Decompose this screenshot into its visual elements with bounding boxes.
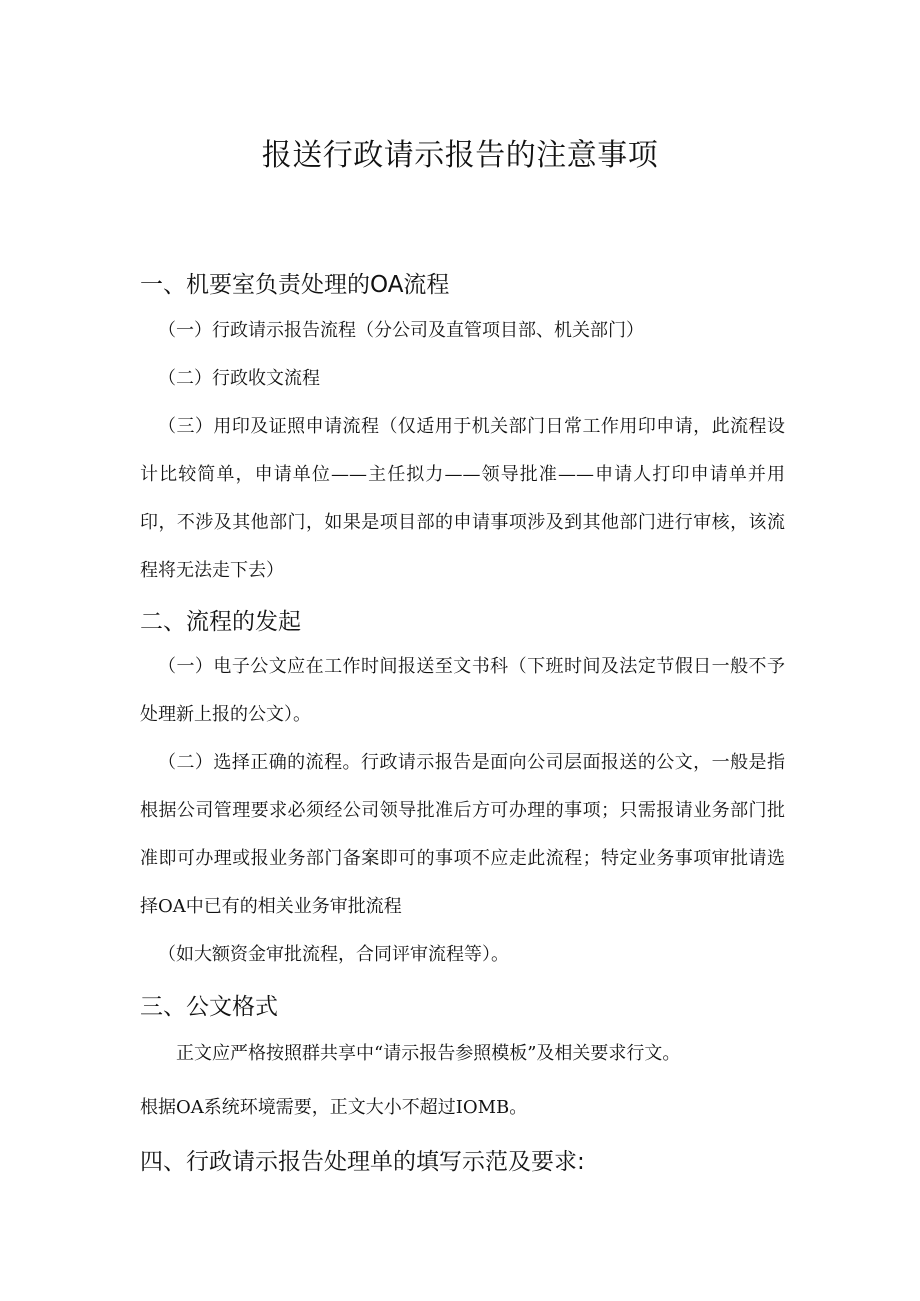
paragraph-3-1: 正文应严格按照群共享中“请示报告参照模板”及相关要求行文。 [176,1043,681,1064]
section-heading-1: 一、机要室负责处理的OA流程 [140,272,450,298]
paragraph-2-1: （一）电子公文应在工作时间报送至文书科（下班时间及法定节假日一般不予处理新上报的公文）。 [140,656,785,725]
paragraph-1-3: （三）用印及证照申请流程（仅适用于机关部门日常工作用印申请，此流程设计比较简单，申请单位——主任拟力——领导批准——申请人打印申请单并用印，不涉及其他部门，如果是项目部的申请事项涉及到其他部门进行审核，该流程将无法走下去） [140,416,785,581]
section-heading-4: 四、行政请示报告处理单的填写示范及要求: [140,1149,585,1175]
document-title: 报送行政请示报告的注意事项 [261,138,659,173]
section-heading-3: 三、公文格式 [140,994,278,1020]
paragraph-2-2: （二）选择正确的流程。行政请示报告是面向公司层面报送的公文，一般是指根据公司管理要求必须经公司领导批准后方可办理的事项；只需报请业务部门批准即可办理或报业务部门备案即可的事项不应走此流程；特定业务事项审批请选择OA中已有的相关业务审批流程 [140,752,785,917]
paragraph-2-3: （如大额资金审批流程，合同评审流程等）。 [158,944,509,965]
paragraph-1-1: （一）行政请示报告流程（分公司及直管项目部、机关部门） [158,320,644,341]
paragraph-3-2: 根据OA系统环境需要，正文大小不超过IOMB。 [140,1097,528,1118]
section-heading-2: 二、流程的发起 [140,609,301,635]
paragraph-1-2: （二）行政收文流程 [158,368,320,389]
